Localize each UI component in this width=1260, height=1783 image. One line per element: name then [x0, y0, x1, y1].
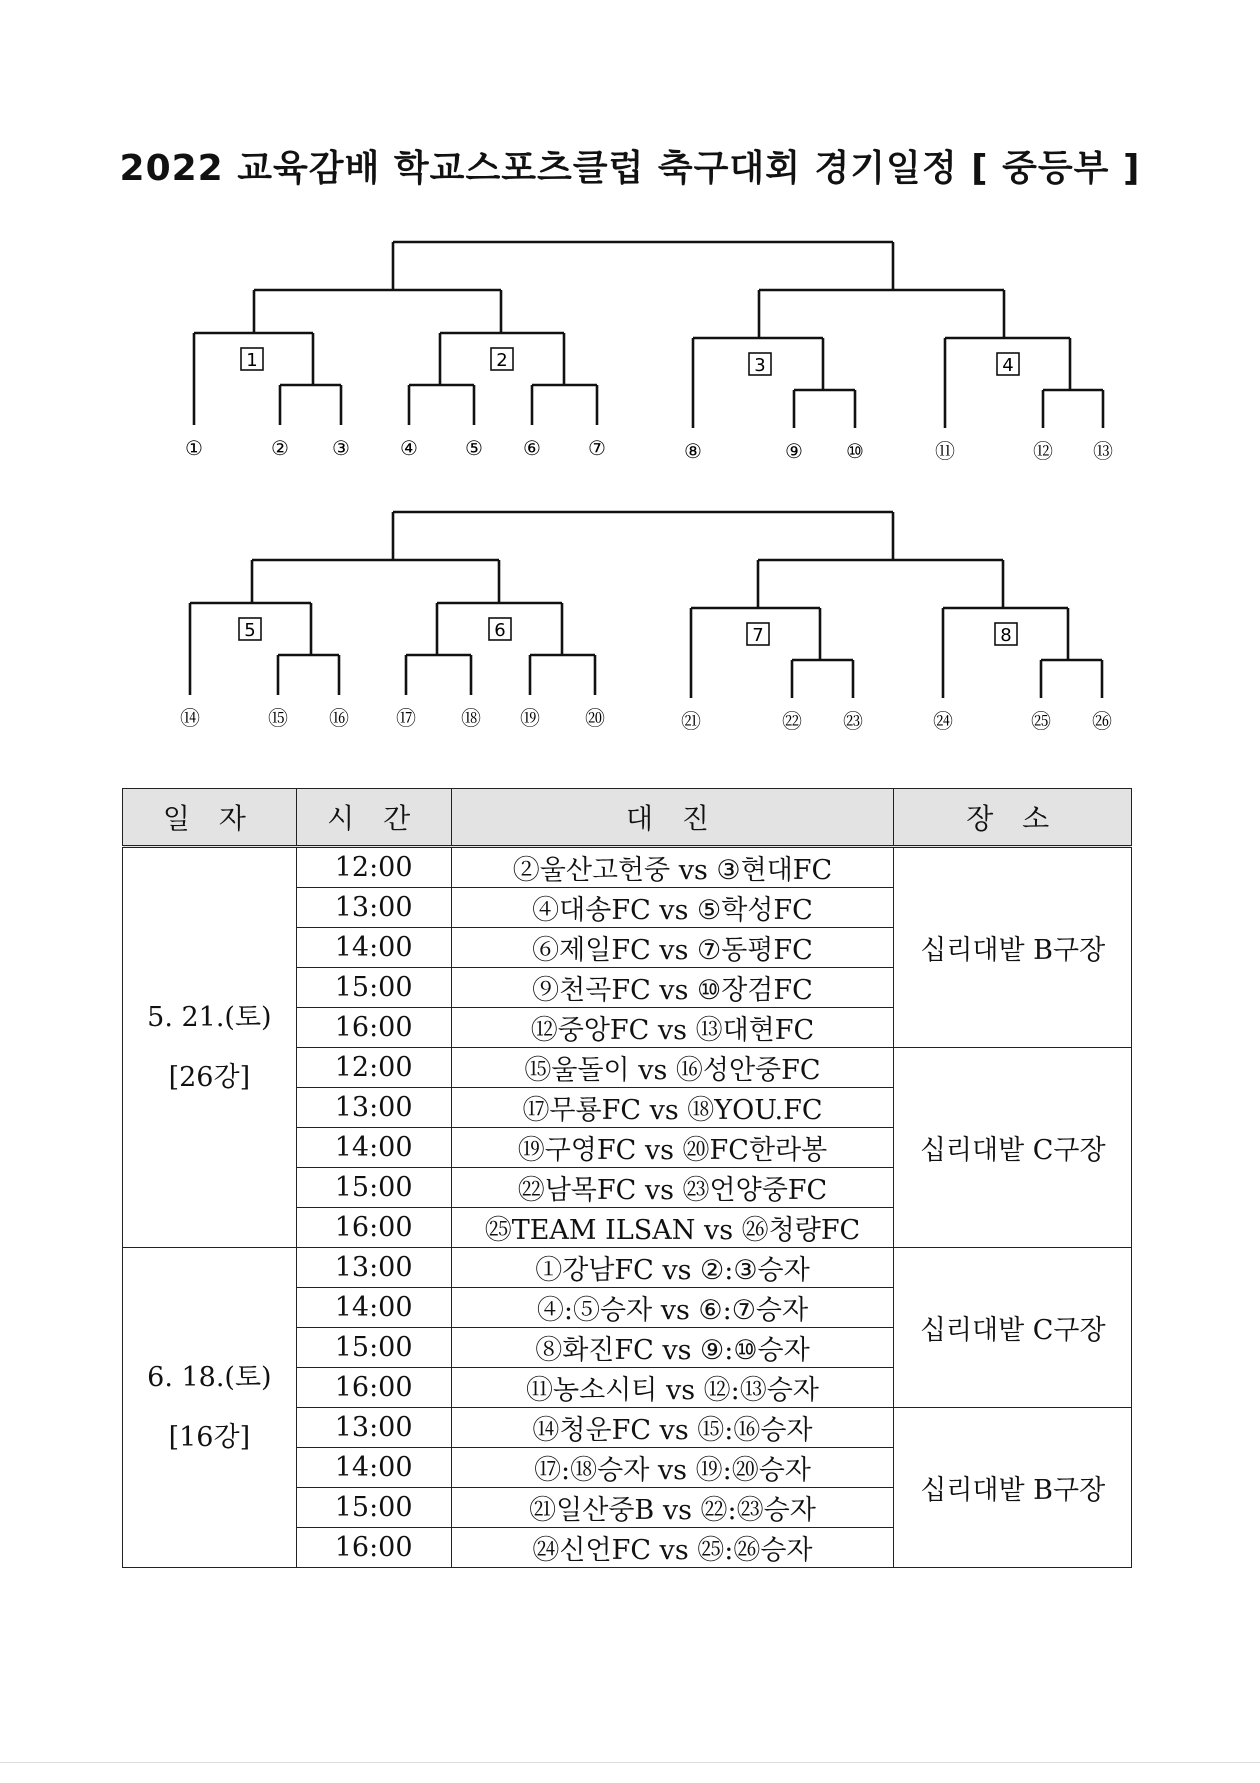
group-label: 8 — [1000, 625, 1012, 646]
time-cell: 12:00 — [296, 1048, 451, 1088]
team-number: ⑤ — [465, 436, 483, 460]
match-cell: ④대송FC vs ⑤학성FC — [451, 888, 894, 928]
time-cell: 15:00 — [296, 1488, 451, 1528]
team-number: ⑩ — [846, 439, 864, 463]
time-cell: 16:00 — [296, 1008, 451, 1048]
schedule-table — [122, 788, 1132, 1568]
header-date: 일 자 — [123, 789, 297, 847]
team-number: ③ — [332, 436, 350, 460]
time-cell: 15:00 — [296, 1168, 451, 1208]
team-number: ⑫ — [1033, 439, 1053, 463]
table-row — [123, 1248, 1132, 1288]
time-cell: 13:00 — [296, 1088, 451, 1128]
team-number: ⑯ — [329, 706, 349, 730]
group-label: 6 — [494, 620, 506, 641]
time-cell: 13:00 — [296, 888, 451, 928]
team-number: ② — [271, 436, 289, 460]
time-cell: 14:00 — [296, 928, 451, 968]
venue-cell: 십리대밭 B구장 — [894, 1408, 1132, 1568]
time-cell: 12:00 — [296, 847, 451, 888]
match-cell: ㉔신언FC vs ㉕:㉖승자 — [451, 1528, 894, 1568]
match-cell: ⑫중앙FC vs ⑬대현FC — [451, 1008, 894, 1048]
date-cell — [123, 1248, 297, 1568]
team-number: ⑨ — [785, 439, 803, 463]
time-cell: 14:00 — [296, 1448, 451, 1488]
group-label: 3 — [754, 355, 766, 376]
venue-cell: 십리대밭 C구장 — [894, 1248, 1132, 1408]
group-label: 5 — [244, 620, 256, 641]
team-number: ④ — [400, 436, 418, 460]
match-cell: ⑰:⑱승자 vs ⑲:⑳승자 — [451, 1448, 894, 1488]
time-cell: 14:00 — [296, 1288, 451, 1328]
table-header-row — [123, 789, 1132, 847]
match-cell: ⑥제일FC vs ⑦동평FC — [451, 928, 894, 968]
team-number: ⑥ — [523, 436, 541, 460]
time-cell: 16:00 — [296, 1208, 451, 1248]
bracket-bottom — [0, 490, 1260, 770]
match-cell: ㉑일산중B vs ㉒:㉓승자 — [451, 1488, 894, 1528]
venue-cell: 십리대밭 B구장 — [894, 847, 1132, 1048]
date-cell — [123, 847, 297, 1248]
page-title: 2022 교육감배 학교스포츠클럽 축구대회 경기일정 [ 중등부 ] — [119, 148, 1141, 189]
time-cell: 16:00 — [296, 1528, 451, 1568]
team-number: ㉖ — [1092, 709, 1112, 733]
match-cell: ②울산고헌중 vs ③현대FC — [451, 847, 894, 888]
header-time: 시 간 — [296, 789, 451, 847]
page-edge-divider — [0, 1762, 1260, 1763]
team-number: ㉒ — [782, 709, 802, 733]
match-cell: ⑭청운FC vs ⑮:⑯승자 — [451, 1408, 894, 1448]
match-cell: ⑰무룡FC vs ⑱YOU.FC — [451, 1088, 894, 1128]
team-number: ⑮ — [268, 706, 288, 730]
team-number: ⑦ — [588, 436, 606, 460]
team-number: ㉓ — [843, 709, 863, 733]
time-cell: 13:00 — [296, 1248, 451, 1288]
date-label: 6. 18.(토) — [147, 1361, 272, 1393]
team-number: ⑱ — [461, 706, 481, 730]
group-label: 7 — [752, 625, 764, 646]
team-number: ⑭ — [180, 706, 200, 730]
team-number: ⑧ — [684, 439, 702, 463]
match-cell: ⑪농소시티 vs ⑫:⑬승자 — [451, 1368, 894, 1408]
date-label: 5. 21.(토) — [147, 1001, 272, 1033]
team-number: ㉔ — [933, 709, 953, 733]
group-label: 4 — [1002, 355, 1014, 376]
round-label: [16강] — [168, 1421, 251, 1453]
match-cell: ④:⑤승자 vs ⑥:⑦승자 — [451, 1288, 894, 1328]
match-cell: ⑮울돌이 vs ⑯성안중FC — [451, 1048, 894, 1088]
match-cell: ㉒남목FC vs ㉓언양중FC — [451, 1168, 894, 1208]
team-number: ⑬ — [1093, 439, 1113, 463]
group-label: 1 — [246, 350, 258, 371]
time-cell: 13:00 — [296, 1408, 451, 1448]
header-venue: 장 소 — [894, 789, 1132, 847]
match-cell: ⑧화진FC vs ⑨:⑩승자 — [451, 1328, 894, 1368]
team-number: ⑪ — [935, 439, 955, 463]
team-number: ① — [185, 436, 203, 460]
team-number: ⑰ — [396, 706, 416, 730]
table-row — [123, 847, 1132, 888]
time-cell: 15:00 — [296, 968, 451, 1008]
match-cell: ⑨천곡FC vs ⑩장검FC — [451, 968, 894, 1008]
header-match: 대 진 — [451, 789, 894, 847]
team-number: ⑳ — [585, 706, 605, 730]
match-cell: ⑲구영FC vs ⑳FC한라봉 — [451, 1128, 894, 1168]
round-label: [26강] — [168, 1061, 251, 1093]
time-cell: 14:00 — [296, 1128, 451, 1168]
team-number: ㉕ — [1031, 709, 1051, 733]
team-number: ⑲ — [520, 706, 540, 730]
team-number: ㉑ — [681, 709, 701, 733]
bracket-top — [0, 220, 1260, 500]
match-cell: ㉕TEAM ILSAN vs ㉖청량FC — [451, 1208, 894, 1248]
group-label: 2 — [496, 350, 508, 371]
venue-cell: 십리대밭 C구장 — [894, 1048, 1132, 1248]
match-cell: ①강남FC vs ②:③승자 — [451, 1248, 894, 1288]
time-cell: 15:00 — [296, 1328, 451, 1368]
time-cell: 16:00 — [296, 1368, 451, 1408]
